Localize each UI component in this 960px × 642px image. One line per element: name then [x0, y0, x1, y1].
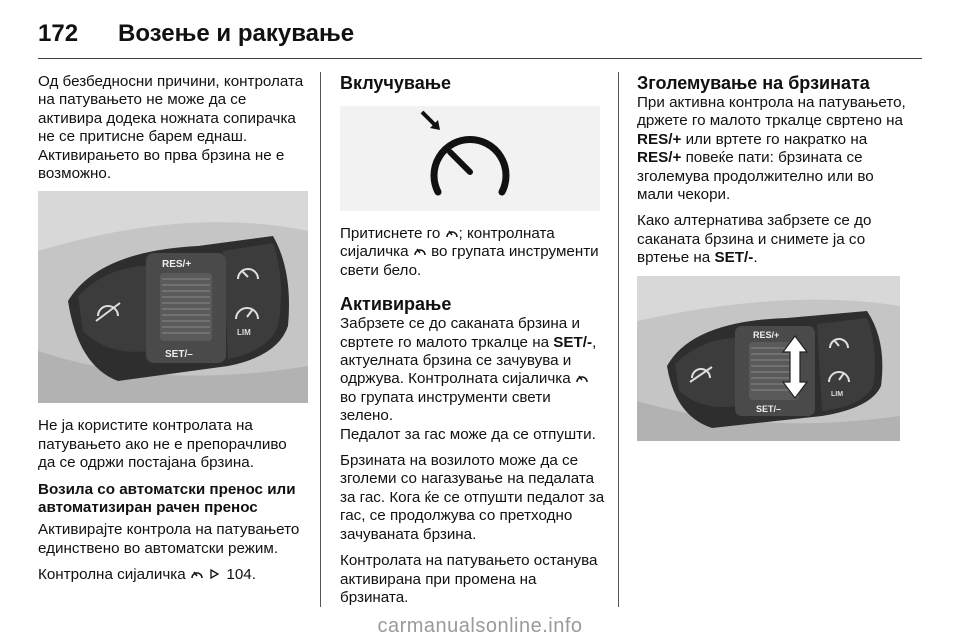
reference-paragraph	[38, 566, 308, 584]
release-pedal-paragraph: Педалот за гас може да се отпушти.	[340, 425, 596, 443]
set-key-label-2: SET/-	[714, 249, 754, 267]
page-header	[38, 16, 354, 52]
increase-text-b: или вртете го накратко на	[685, 130, 868, 148]
column-2	[340, 73, 605, 615]
safety-paragraph: Од безбедносни причини, контролата на патувањето не може да се активира додека ножната сопирачка не се притисне барем еднаш. Активирањето во прва брзина не е возможно.	[38, 73, 304, 183]
res-key-label-2: RES/+	[637, 149, 682, 167]
alternative-text-b: .	[753, 249, 758, 267]
switch-on-text-b: ; контролната сијаличка	[340, 225, 555, 261]
activation-text-a: Забрзете се до саканата брзина и свртете го малото тркалце на	[340, 315, 580, 351]
footer-watermark: carmanualsonline.info	[377, 615, 583, 637]
column-divider-2	[618, 72, 619, 607]
cruise-indicator-icon	[190, 568, 204, 580]
switch-on-text-a: Притиснете го	[340, 225, 441, 242]
set-label: SET/–	[165, 349, 193, 361]
column-1	[38, 73, 308, 593]
lim-label-2: LIM	[831, 390, 844, 398]
thumbwheel-photo	[637, 276, 900, 441]
steering-switch-photo	[38, 191, 308, 403]
cruise-indicator-icon	[413, 245, 427, 257]
res-label: RES/+	[162, 259, 192, 271]
cruise-button-icon	[445, 227, 459, 239]
set-label-2: SET/–	[756, 403, 782, 414]
steering-wheel-image	[38, 191, 308, 403]
cruise-control-symbol	[340, 106, 600, 211]
increase-speed-paragraph: Брзината на возилото може да се зголеми со нагазување на педалата за гас. Кога ќе се отпушти педалот за гас, се продолжува со претходно зачуваната брзина.	[340, 452, 605, 543]
increase-heading: Зголемување на брзината	[637, 73, 870, 93]
increase-paragraph	[637, 94, 907, 204]
automatic-heading: Возила со автоматски пренос или автоматизиран рачен пренос	[38, 480, 296, 517]
activation-text-c: во групата инструменти свети зелено.	[340, 388, 551, 425]
increase-text-a: При активна контрола на патувањето, држете го малото тркалце свртено на	[637, 94, 906, 130]
reference-arrow-icon	[208, 568, 222, 580]
column-divider-1	[320, 72, 321, 607]
increase-text-c: повеќе пати: брзината се зголемува продолжително или во мали чекори.	[637, 149, 874, 204]
lim-label: LIM	[237, 328, 251, 338]
res-label-2: RES/+	[753, 329, 780, 340]
activation-paragraph	[340, 315, 605, 425]
warning-paragraph: Не ја користите контролата на патувањето ако не е препорачливо да се одржи постајана брзина.	[38, 417, 287, 472]
reference-text: Контролна сијаличка	[38, 566, 186, 584]
alternative-paragraph	[637, 212, 907, 267]
gear-change-paragraph: Контролата на патувањето останува активирана при промена на брзината.	[340, 552, 598, 606]
automatic-paragraph: Активирајте контрола на патувањето единствено во автоматски режим.	[38, 521, 300, 557]
activation-heading: Активирање	[340, 294, 452, 315]
reference-page: 104.	[226, 566, 256, 584]
page-title: Возење и ракување	[118, 20, 355, 47]
switch-on-paragraph	[340, 225, 605, 280]
cruise-control-symbol-panel	[340, 106, 600, 211]
column-3	[637, 73, 907, 441]
alternative-text-a: Како алтернатива забрзете се до саканата брзина и снимете ја со вртење на	[637, 212, 872, 267]
switch-on-heading: Вклучување	[340, 73, 452, 93]
set-key-label: SET/-	[553, 333, 593, 351]
cruise-indicator-icon	[575, 372, 589, 384]
res-key-label: RES/+	[637, 130, 682, 148]
header-rule	[38, 58, 922, 59]
activation-text-b: , актуелната брзина се зачувува и одржува. Контролната сијаличка	[340, 333, 597, 388]
page-number: 172	[38, 20, 79, 47]
thumbwheel-image	[637, 276, 900, 441]
switch-on-text-c: во групата инструменти свети бело.	[340, 243, 599, 279]
